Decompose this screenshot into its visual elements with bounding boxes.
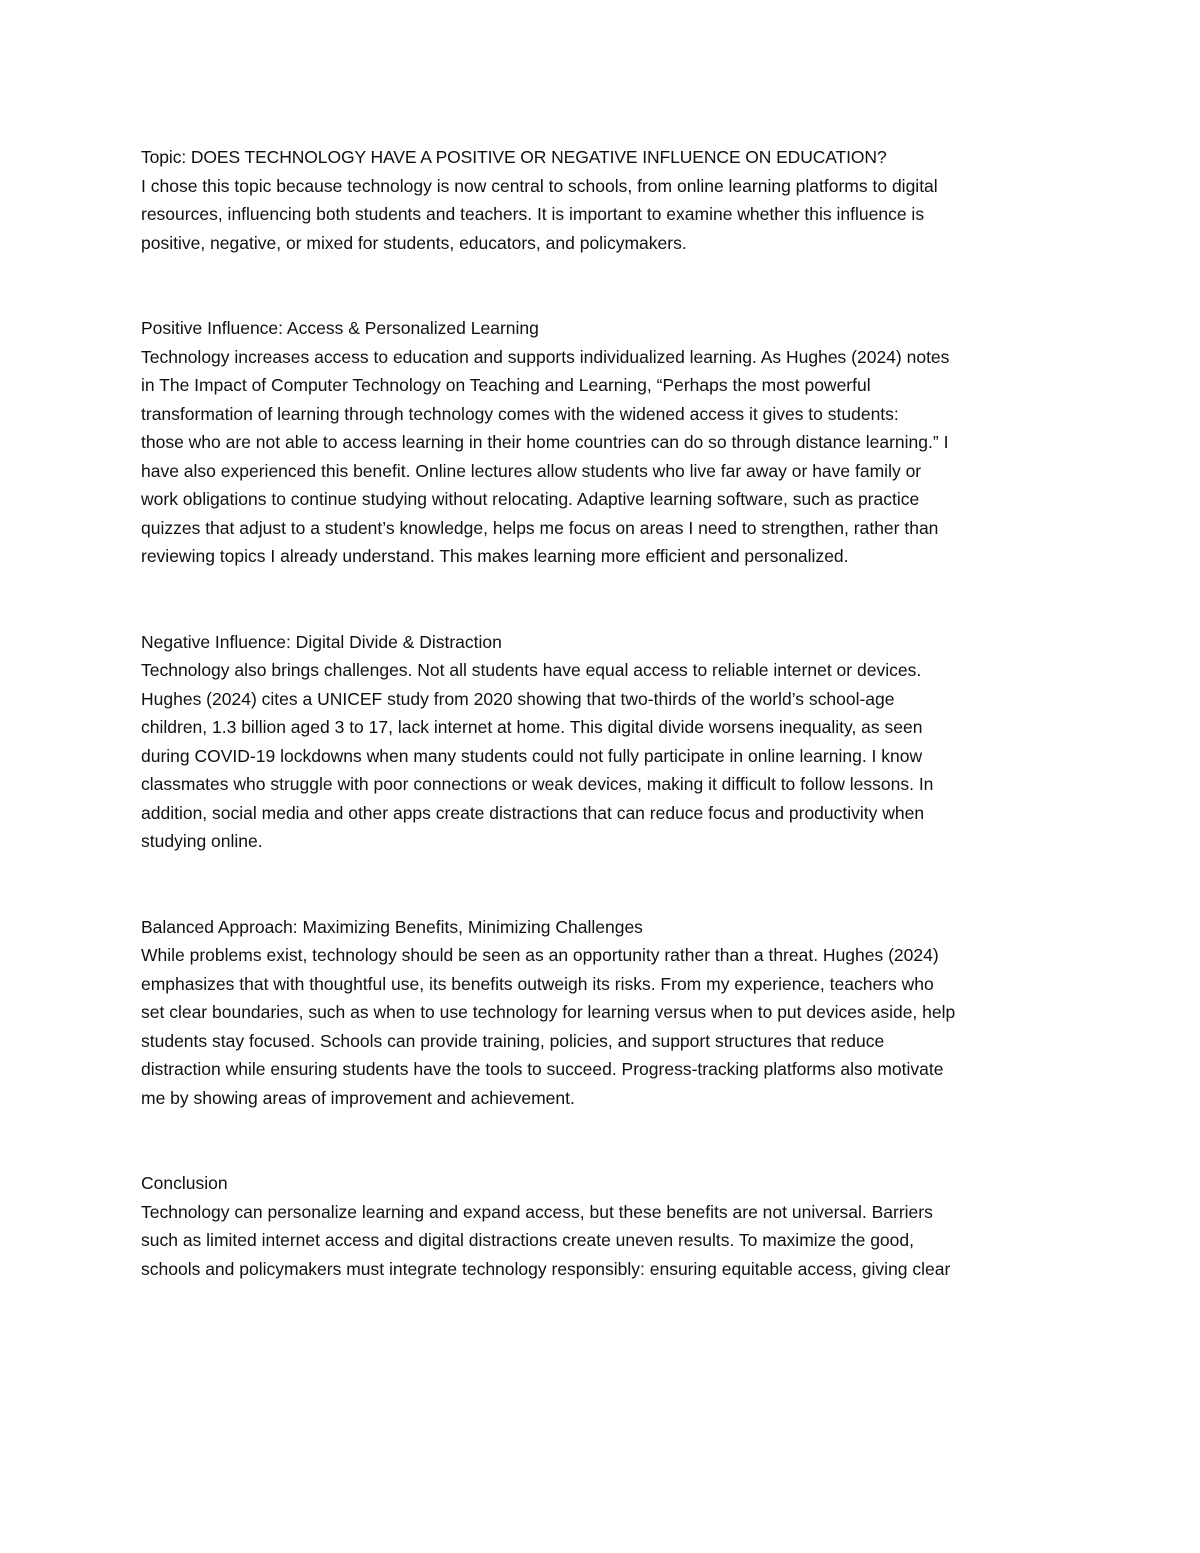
section-heading-balanced: Balanced Approach: Maximizing Benefits, Minimizing Challenges — [141, 916, 643, 937]
section-body-balanced: While problems exist, technology should be seen as an opportunity rather than a threat. Hughes (2024) emphasizes that with thoughtful use, its benefits outweigh its risks. From my experience, teachers who set clear boundaries, such as when to use technology for learning versus when to put devices aside, help students stay focused. Schools can provide training, policies, and support structures that reduce distraction while ensuring students have the tools to succeed. Progress-tracking platforms also motivate me by showing areas of improvement and achievement. — [141, 945, 956, 1108]
document-topic: Topic: DOES TECHNOLOGY HAVE A POSITIVE OR NEGATIVE INFLUENCE ON EDUCATION? — [141, 147, 887, 167]
section-heading-positive: Positive Influence: Access & Personalized Learning — [141, 318, 539, 338]
section-body-positive: Technology increases access to education and supports individualized learning. As Hughes (2024) notes in The Impact of Computer Technology on Teaching and Learning, “Perhaps the most powerful transformation of learning through technology comes with the widened access it gives to students: those who are not able to access learning in their home countries can do so through distance learning.” I have also experienced this benefit. Online lectures allow students who live far away or have family or work obligations to continue studying without relocating. Adaptive learning software, such as practice quizzes that adjust to a student’s knowledge, helps me focus on areas I need to strengthen, rather than reviewing topics I already understand. This makes learning more efficient and personalized. — [141, 346, 950, 566]
section-heading-negative: Negative Influence: Digital Divide & Distraction — [141, 631, 502, 652]
document-body — [141, 143, 1061, 1283]
section-body-conclusion: Technology can personalize learning and expand access, but these benefits are not universal. Barriers such as limited internet access and digital distractions create uneven results. To maximize the good, schools and policymakers must integrate technology responsibly: ensuring equitable access, giving clear — [141, 1201, 951, 1279]
intro-paragraph: I chose this topic because technology is now central to schools, from online learning platforms to digital resources, influencing both students and teachers. It is important to examine whether this influence is positive, negative, or mixed for students, educators, and policymakers. — [141, 175, 938, 253]
section-body-negative: Technology also brings challenges. Not all students have equal access to reliable internet or devices. Hughes (2024) cites a UNICEF study from 2020 showing that two-thirds of the world’s school-age children, 1.3 billion aged 3 to 17, lack internet at home. This digital divide worsens inequality, as seen during COVID-19 lockdowns when many students could not fully participate in online learning. I know classmates who struggle with poor connections or weak devices, making it difficult to follow lessons. In addition, social media and other apps create distractions that can reduce focus and productivity when studying online. — [141, 660, 934, 851]
section-heading-conclusion: Conclusion — [141, 1173, 228, 1193]
